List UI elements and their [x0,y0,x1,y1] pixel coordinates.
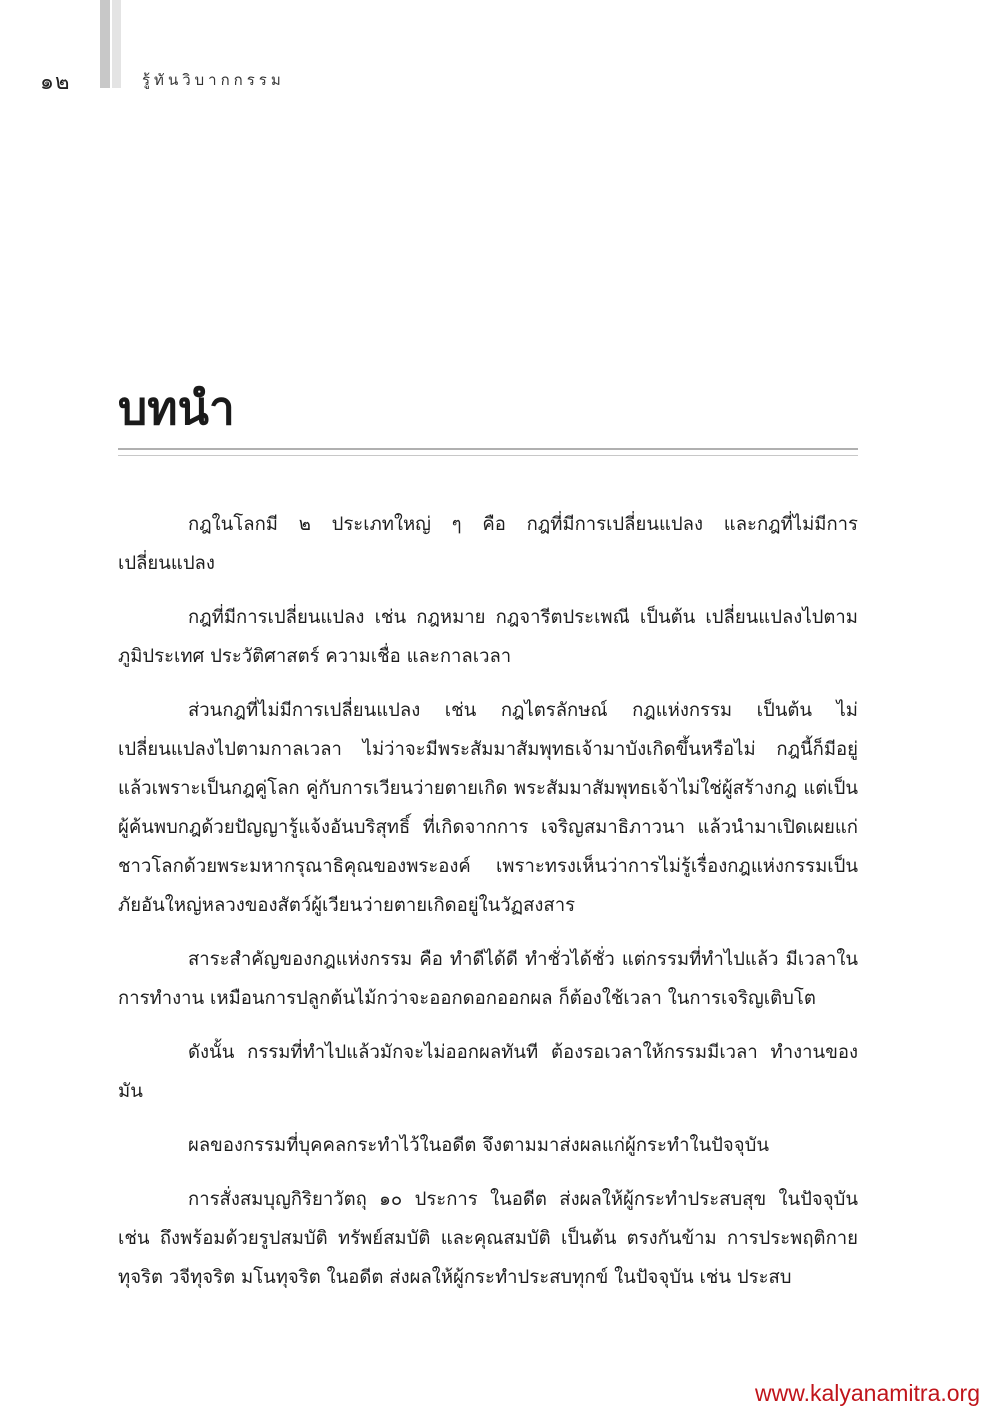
paragraph: กฎในโลกมี ๒ ประเภทใหญ่ ๆ คือ กฎที่มีการเปลี่ยนแปลง และกฎที่ไม่มีการเปลี่ยนแปลง [118,514,858,574]
header-decor-bar [100,0,110,88]
header-decor-bar-light [112,0,121,88]
paragraph: การสั่งสมบุญกิริยาวัตถุ ๑๐ ประการ ในอดีต ส่งผลให้ผู้กระทำประสบสุข ในปัจจุบัน เช่น ถึงพร้อมด้วยรูปสมบัติ ทรัพย์สมบัติ และคุณสมบัติ เป็นต้น ตรงกันข้าม การประพฤติกายทุจริต วจีทุจริต มโนทุจริต ในอดีต ส่งผลให้ผู้กระทำประสบทุกข์ ในปัจจุบัน เช่น ประสบ [118,1189,858,1288]
chapter-title: บทนำ [118,381,235,435]
paragraph: กฎที่มีการเปลี่ยนแปลง เช่น กฎหมาย กฎจารีตประเพณี เป็นต้น เปลี่ยนแปลงไปตามภูมิประเทศ ประวัติศาสตร์ ความเชื่อ และกาลเวลา [118,607,858,667]
title-divider [118,448,858,456]
footer-website-link[interactable]: www.kalyanamitra.org [755,1380,980,1406]
paragraph: ผลของกรรมที่บุคคลกระทำไว้ในอดีต จึงตามมาส่งผลแก่ผู้กระทำในปัจจุบัน [188,1135,769,1156]
body-text [118,505,858,1312]
paragraph: ดังนั้น กรรมที่ทำไปแล้วมักจะไม่ออกผลทันที ต้องรอเวลาให้กรรมมีเวลา ทำงานของมัน [118,1042,858,1102]
paragraph: ส่วนกฎที่ไม่มีการเปลี่ยนแปลง เช่น กฎไตรลักษณ์ กฎแห่งกรรม เป็นต้น ไม่เปลี่ยนแปลงไปตามกาลเวลา ไม่ว่าจะมีพระสัมมาสัมพุทธเจ้ามาบังเกิดขึ้นหรือไม่ กฎนี้ก็มีอยู่แล้วเพราะเป็นกฎคู่โลก คู่กับการเวียนว่ายตายเกิด พระสัมมาสัมพุทธเจ้าไม่ใช่ผู้สร้างกฎ แต่เป็นผู้ค้นพบกฎด้วยปัญญารู้แจ้งอันบริสุทธิ์ ที่เกิดจากการ เจริญสมาธิภาวนา แล้วนำมาเปิดเผยแก่ชาวโลกด้วยพระมหากรุณาธิคุณของพระองค์ เพราะทรงเห็นว่าการไม่รู้เรื่องกฎแห่งกรรมเป็นภัยอันใหญ่หลวงของสัตว์ผู้เวียนว่ายตายเกิดอยู่ในวัฏสงสาร [118,700,858,916]
page-number: ๑๒ [40,70,71,95]
paragraph: สาระสำคัญของกฎแห่งกรรม คือ ทำดีได้ดี ทำชั่วได้ชั่ว แต่กรรมที่ทำไปแล้ว มีเวลาในการทำงาน เหมือนการปลูกต้นไม้กว่าจะออกดอกออกผล ก็ต้องใช้เวลา ในการเจริญเติบโต [118,949,858,1009]
running-title: รู้ทันวิบากกรรม [142,71,285,89]
